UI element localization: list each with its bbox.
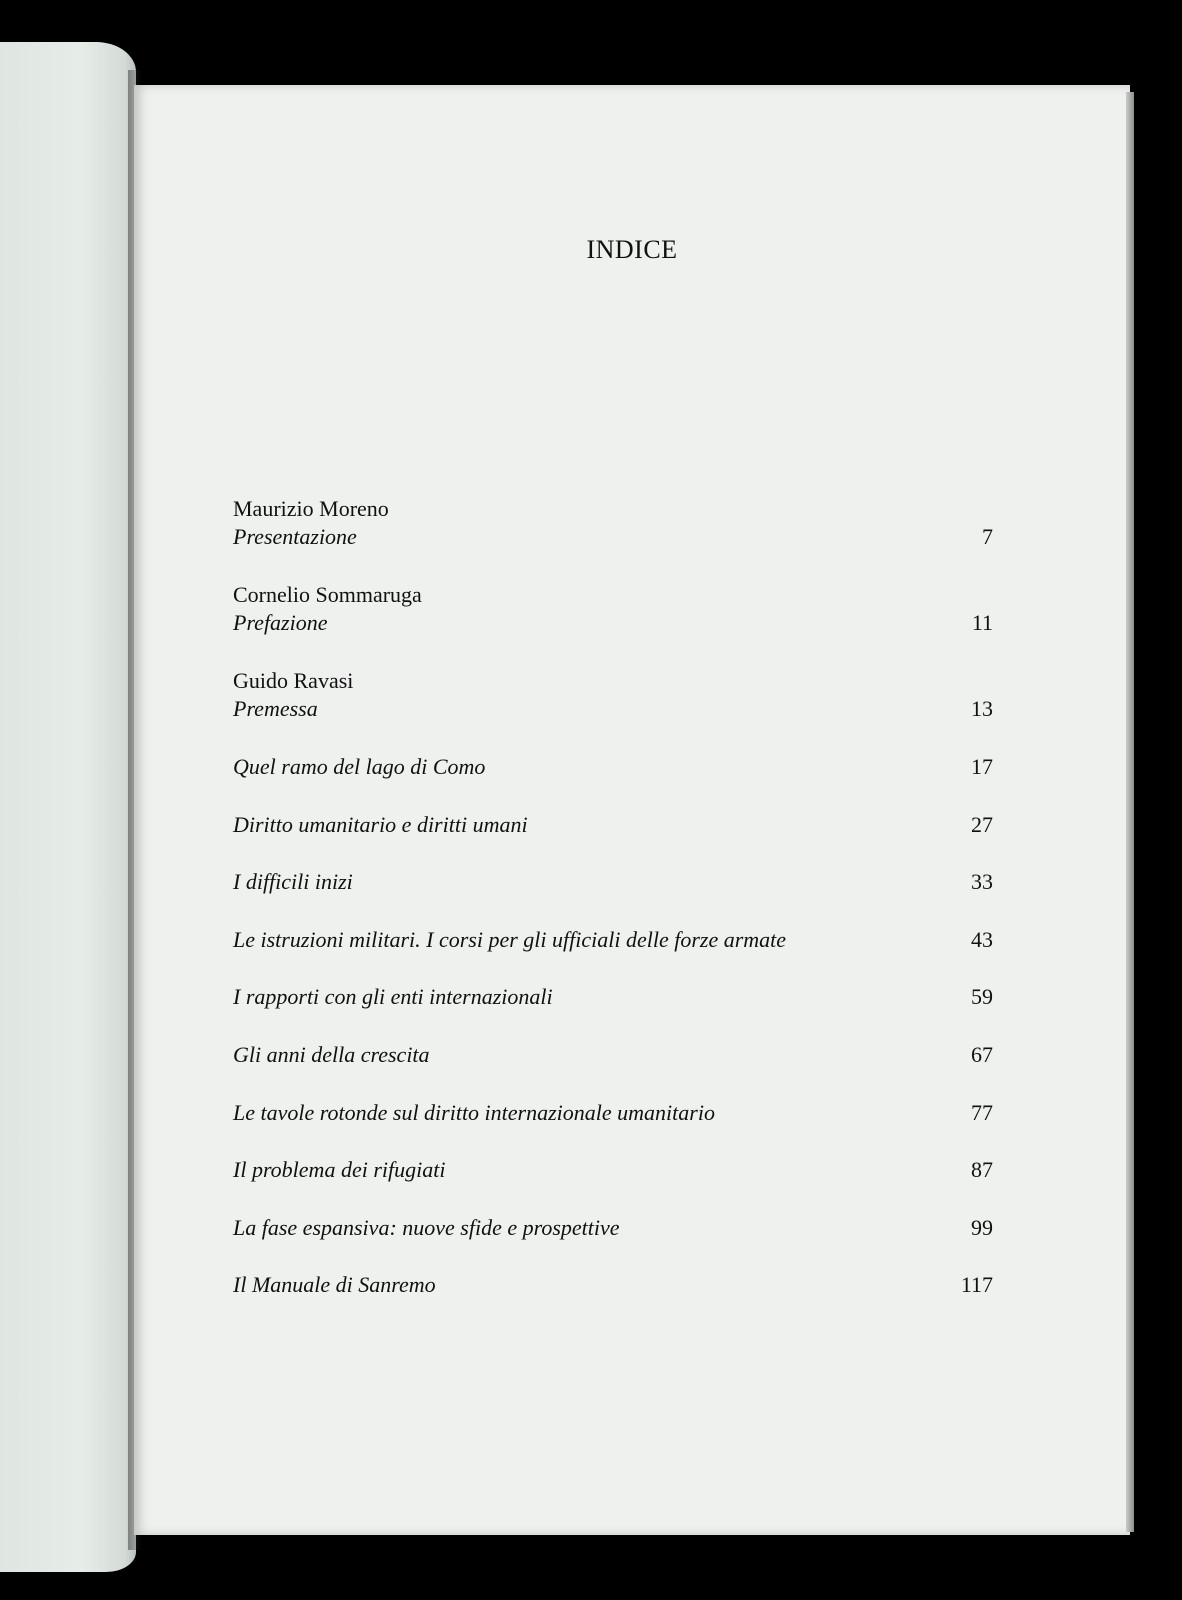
toc-entry — [233, 753, 993, 781]
entry-page-number: 77 — [971, 1100, 993, 1125]
toc-entry — [233, 1099, 993, 1127]
toc-entry — [233, 1041, 993, 1069]
toc-entry — [233, 1156, 993, 1184]
entry-title: Prefazione — [233, 610, 328, 635]
entry-author: Cornelio Sommaruga — [233, 582, 422, 607]
toc-entry — [233, 1271, 993, 1299]
entry-page-number: 13 — [971, 696, 993, 721]
entry-page-number: 33 — [971, 869, 993, 894]
entry-page-number: 7 — [982, 524, 993, 549]
entry-title: I difficili inizi — [233, 869, 353, 894]
toc-entry-premessa — [233, 667, 993, 723]
entry-title: Quel ramo del lago di Como — [233, 754, 486, 779]
entry-page-number: 99 — [971, 1215, 993, 1240]
entry-title: Le tavole rotonde sul diritto internazionale umanitario — [233, 1100, 715, 1125]
entry-title: Gli anni della crescita — [233, 1042, 430, 1067]
toc-entry — [233, 811, 993, 839]
left-facing-page — [0, 42, 136, 1572]
toc-entry — [233, 926, 993, 954]
toc-entry — [233, 1214, 993, 1242]
entry-page-number: 17 — [971, 754, 993, 779]
toc-entry-prefazione — [233, 581, 993, 637]
entry-page-number: 59 — [971, 984, 993, 1009]
page-stack-edge — [1126, 92, 1134, 1532]
entry-author: Maurizio Moreno — [233, 496, 389, 521]
toc-entry — [233, 868, 993, 896]
entry-title: I rapporti con gli enti internazionali — [233, 984, 553, 1009]
index-page — [134, 85, 1130, 1535]
entry-page-number: 67 — [971, 1042, 993, 1067]
entry-page-number: 11 — [971, 610, 993, 635]
entry-title: Le istruzioni militari. I corsi per gli ufficiali delle forze armate — [233, 927, 787, 952]
entry-page-number: 87 — [971, 1157, 993, 1182]
entry-title: Diritto umanitario e diritti umani — [233, 812, 528, 837]
toc-entry — [233, 983, 993, 1011]
entry-page-number: 27 — [971, 812, 993, 837]
page-title: INDICE — [586, 235, 678, 264]
entry-title: Il Manuale di Sanremo — [233, 1272, 436, 1297]
entry-title: La fase espansiva: nuove sfide e prospettive — [233, 1215, 620, 1240]
entry-page-number: 43 — [971, 927, 993, 952]
entry-title: Presentazione — [233, 524, 357, 549]
entry-page-number: 117 — [960, 1272, 993, 1297]
entry-title: Il problema dei rifugiati — [233, 1157, 446, 1182]
entry-title: Premessa — [233, 696, 318, 721]
toc-entry-presentazione — [233, 495, 993, 551]
entry-author: Guido Ravasi — [233, 668, 354, 693]
